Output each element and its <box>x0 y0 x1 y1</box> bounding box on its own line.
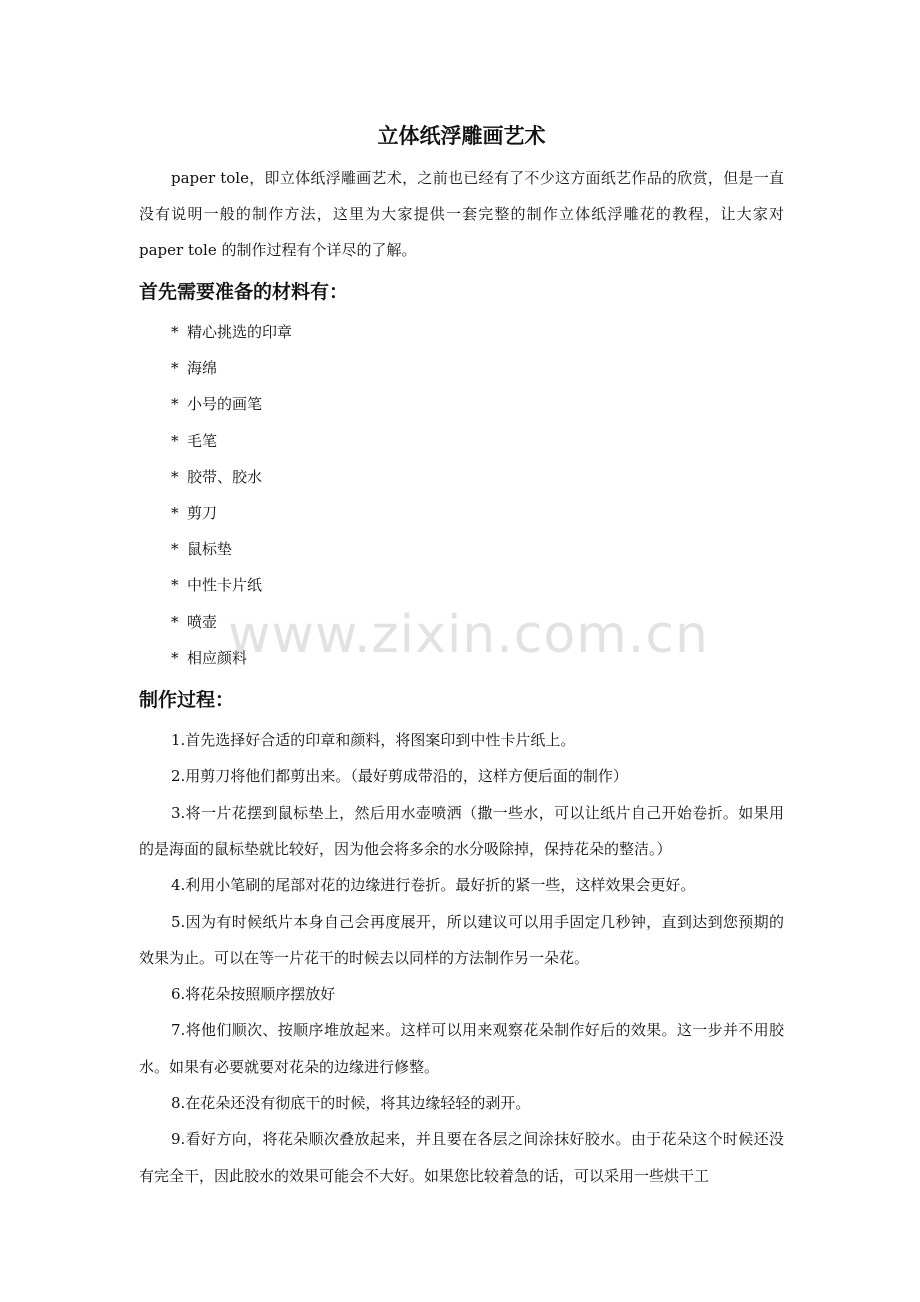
step-paragraph: 7.将他们顺次、按顺序堆放起来。这样可以用来观察花朵制作好后的效果。这一步并不用胶水。如果有必要就要对花朵的边缘进行修整。 <box>139 1021 784 1076</box>
material-label: 毛笔 <box>187 431 218 450</box>
bullet-marker: * <box>171 612 179 631</box>
material-label: 精心挑选的印章 <box>187 323 293 341</box>
process-steps <box>139 722 784 1194</box>
list-item <box>139 386 784 422</box>
list-item <box>139 459 784 495</box>
bullet-marker: * <box>171 648 179 667</box>
material-label: 胶带、胶水 <box>187 467 263 486</box>
list-item <box>139 350 784 386</box>
bullet-marker: * <box>171 504 179 523</box>
list-item <box>139 567 784 603</box>
intro-paragraph: paper tole，即立体纸浮雕画艺术，之前也已经有了不少这方面纸艺作品的欣赏，但是一直没有说明一般的制作方法，这里为大家提供一套完整的制作立体纸浮雕花的教程，让大家对 paper tole 的制作过程有个详尽的了解。 <box>139 169 784 259</box>
material-label: 小号的画笔 <box>187 395 263 414</box>
material-label: 喷壶 <box>187 612 218 631</box>
list-item <box>139 531 784 567</box>
bullet-marker: * <box>171 431 179 450</box>
process-heading: 制作过程： <box>139 689 235 712</box>
bullet-marker: * <box>171 576 179 595</box>
step-paragraph: 3.将一片花摆到鼠标垫上，然后用水壶喷洒（撒一些水，可以让纸片自己开始卷折。如果用的是海面的鼠标垫就比较好，因为他会将多余的水分吸除掉，保持花朵的整洁。） <box>139 803 784 858</box>
list-item <box>139 604 784 640</box>
material-label: 相应颜料 <box>187 648 248 667</box>
bullet-marker: * <box>171 359 179 378</box>
watermark: www.zixin.com.cn <box>228 605 709 665</box>
step-paragraph: 5.因为有时候纸片本身自己会再度展开，所以建议可以用手固定几秒钟，直到达到您预期的效果为止。可以在等一片花干的时候去以同样的方法制作另一朵花。 <box>139 912 784 967</box>
material-label: 海绵 <box>187 359 218 378</box>
material-label: 剪刀 <box>187 504 218 523</box>
bullet-marker: * <box>171 467 179 486</box>
document-body <box>139 118 784 1194</box>
list-item <box>139 640 784 676</box>
list-item <box>139 495 784 531</box>
material-label: 鼠标垫 <box>187 540 233 559</box>
bullet-marker: * <box>171 540 179 559</box>
list-item <box>139 423 784 459</box>
step-paragraph: 2.用剪刀将他们都剪出来。（最好剪成带沿的，这样方便后面的制作） <box>171 767 628 786</box>
bullet-marker: * <box>171 395 179 414</box>
step-paragraph: 6.将花朵按照顺序摆放好 <box>171 985 336 1004</box>
document-title: 立体纸浮雕画艺术 <box>377 124 546 148</box>
materials-heading: 首先需要准备的材料有： <box>139 281 349 303</box>
step-paragraph: 4.利用小笔刷的尾部对花的边缘进行卷折。最好折的紧一些，这样效果会更好。 <box>171 876 696 895</box>
list-item <box>139 314 784 350</box>
bullet-marker: * <box>171 323 179 341</box>
step-paragraph: 9.看好方向，将花朵顺次叠放起来，并且要在各层之间涂抹好胶水。由于花朵这个时候还没有完全干，因此胶水的效果可能会不大好。如果您比较着急的话，可以采用一些烘干工 <box>139 1130 784 1185</box>
step-paragraph: 1.首先选择好合适的印章和颜料，将图案印到中性卡片纸上。 <box>171 731 576 750</box>
materials-list <box>139 314 784 676</box>
material-label: 中性卡片纸 <box>187 576 263 595</box>
step-paragraph: 8.在花朵还没有彻底干的时候，将其边缘轻轻的剥开。 <box>171 1094 531 1112</box>
